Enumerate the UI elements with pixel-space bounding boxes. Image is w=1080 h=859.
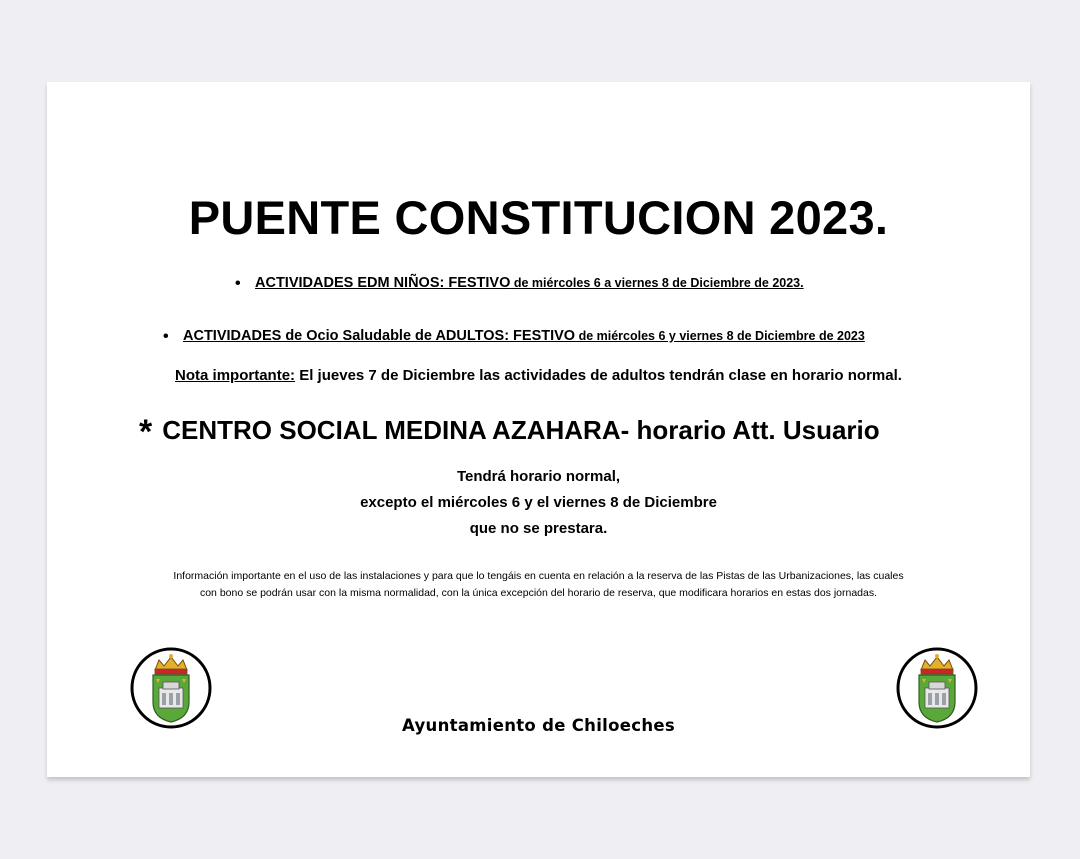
horario-line: Tendrá horario normal, (456, 468, 621, 485)
bullet-ninos-label: ACTIVIDADES EDM NIÑOS: FESTIVO (255, 275, 511, 291)
bullet-adultos-label: ACTIVIDADES de Ocio Saludable de ADULTOS: FESTIVO (183, 328, 576, 344)
document-page (47, 82, 1030, 777)
bullet-ninos (235, 275, 804, 292)
page-title: PUENTE CONSTITUCION 2023. (188, 191, 889, 244)
note-text: El jueves 7 de Diciembre las actividades de adultos tendrán clase en horario normal. (295, 367, 902, 384)
horario-block (47, 464, 1030, 542)
footer-signature: Ayuntamiento de Chiloeches (402, 716, 675, 735)
horario-line: excepto el miércoles 6 y el viernes 8 de Diciembre (360, 494, 717, 511)
bullet-adultos (163, 328, 865, 345)
bullet-dot: • (235, 275, 241, 292)
note-important (47, 367, 1030, 384)
asterisk: * (139, 413, 153, 451)
bullet-adultos-detail: de miércoles 6 y viernes 8 de Diciembre de 2023 (575, 329, 865, 343)
centro-text: CENTRO SOCIAL MEDINA AZAHARA- horario Att. Usuario (162, 415, 880, 445)
note-label: Nota importante: (175, 367, 296, 384)
info-paragraph (47, 568, 1030, 602)
bullet-ninos-detail: de miércoles 6 a viernes 8 de Diciembre de 2023. (510, 276, 804, 290)
bullet-dot: • (163, 328, 169, 345)
horario-line: que no se prestara. (469, 520, 608, 537)
info-line: Información importante en el uso de las instalaciones y para que lo tengáis en cuenta en relación a la reserva de las Pistas de las Urbanizaciones, las cuales (173, 570, 904, 582)
centro-heading (139, 409, 880, 451)
info-line: con bono se podrán usar con la misma normalidad, con la única excepción del horario de reserva, que modificara horarios en estas dos jornadas. (199, 587, 878, 599)
